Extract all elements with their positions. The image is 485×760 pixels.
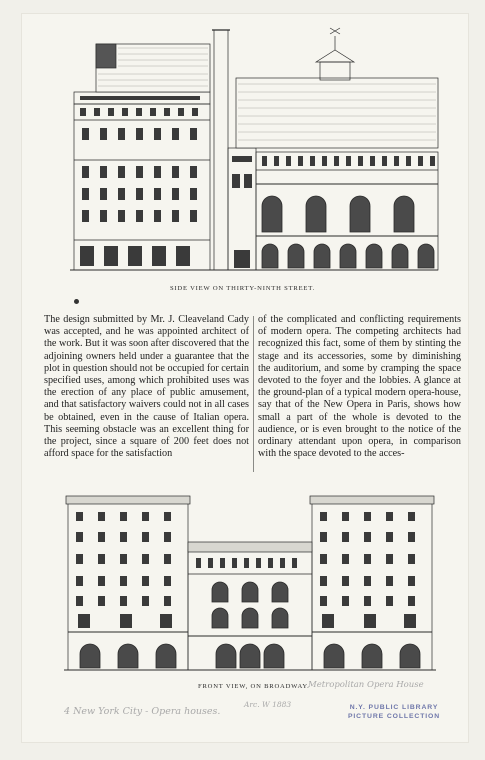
side-view-engraving xyxy=(66,24,442,276)
handwritten-note: Metropolitan Opera House xyxy=(308,680,424,690)
front-view-engraving xyxy=(62,492,438,674)
front-view-caption: FRONT VIEW, ON BROADWAY. xyxy=(198,683,310,690)
text-column-left: The design submitted by Mr. J. Cleaveland Cady was accepted, and he was appointed architect of the work. But it was soon after discovered that the adjoining owners held under a guarantee that the plot in question should not be occupied for certain specified uses, among which prohibited uses was the erection of any place of public amusement, and that satisfactory waivers could not in all cases be obtained, even in the cause of Italian opera. This seeming obstacle was an excellent thing for the project, since a square of 200 feet does not afford space for the satisfaction xyxy=(44,314,249,460)
side-view-caption: SIDE VIEW ON THIRTY-NINTH STREET. xyxy=(169,285,316,292)
text-column-right: of the complicated and conflicting requirements of modern opera. The competing architects had recognized this fact, some of them by stinting the stage and its accessories, some by diminishing the auditorium, and some by cramping the space devoted to the foyer and the lobbies. A glance at the ground-plan of a typical modern opera-house, say that of the New Opera in Paris, shows how small a part of the whole is devoted to the audience, or is even brought to the notice of the ordinary attendant upon opera, in comparison with the space devoted to the acces- xyxy=(258,314,461,460)
stamp-line-2: PICTURE COLLECTION xyxy=(347,713,441,720)
handwritten-subject: 4 New York City - Opera houses. xyxy=(64,706,221,717)
stamp-line-1: N.Y. PUBLIC LIBRARY xyxy=(349,704,439,711)
handwritten-reference: Arc. W 1883 xyxy=(244,700,292,709)
ink-dot xyxy=(74,299,79,304)
library-stamp xyxy=(336,703,452,721)
column-divider xyxy=(253,316,254,472)
